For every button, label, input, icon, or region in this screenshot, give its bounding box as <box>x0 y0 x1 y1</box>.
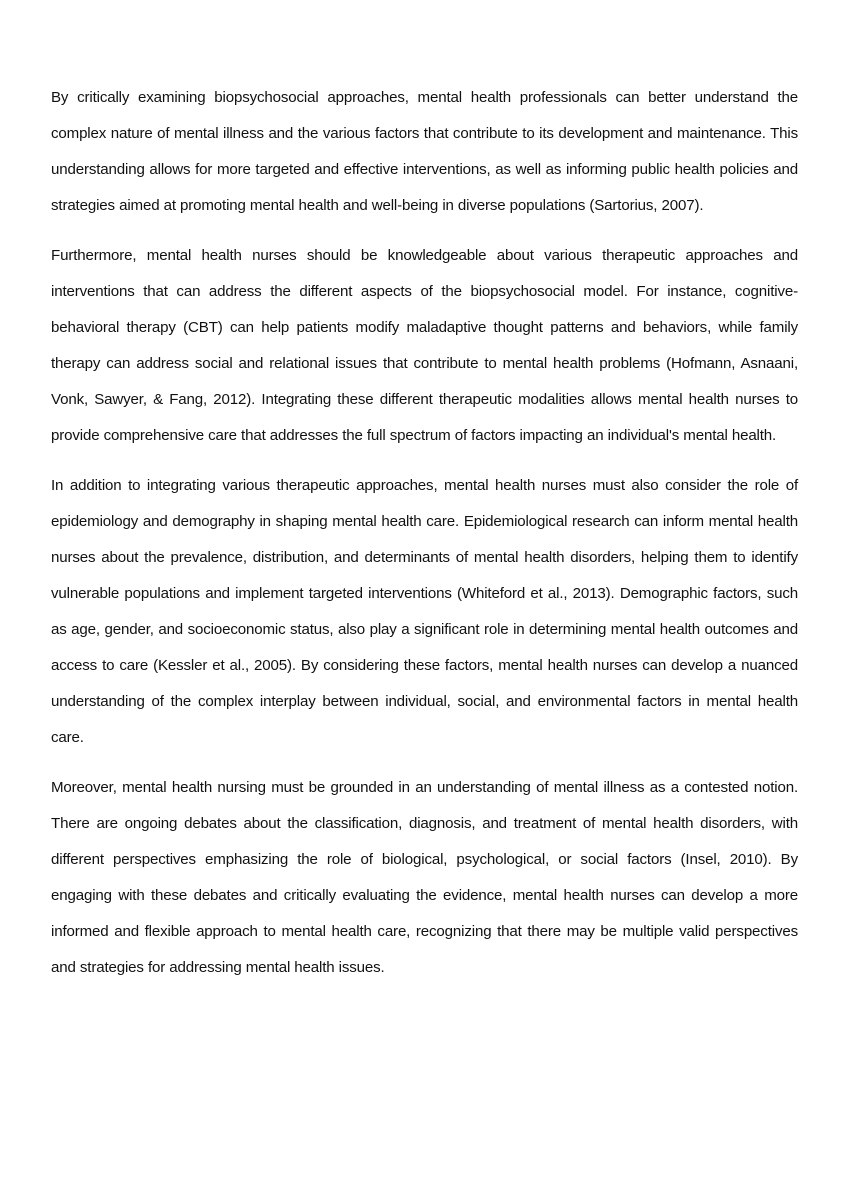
paragraph-therapeutic-approaches: Furthermore, mental health nurses should be knowledgeable about various therapeutic approaches and interventions that can address the different aspects of the biopsychosocial model. For instance, cognitive-behavioral therapy (CBT) can help patients modify maladaptive thought patterns and behaviors, while family therapy can address social and relational issues that contribute to mental health problems (Hofmann, Asnaani, Vonk, Sawyer, & Fang, 2012). Integrating these different therapeutic modalities allows mental health nurses to provide comprehensive care that addresses the full spectrum of factors impacting an individual's mental health. <box>51 247 798 444</box>
paragraph-biopsychosocial-approaches: By critically examining biopsychosocial approaches, mental health professionals can better understand the complex nature of mental illness and the various factors that contribute to its development and maintenance. This understanding allows for more targeted and effective interventions, as well as informing public health policies and strategies aimed at promoting mental health and well-being in diverse populations (Sartorius, 2007). <box>51 89 798 214</box>
paragraph-epidemiology-demography: In addition to integrating various therapeutic approaches, mental health nurses must also consider the role of epidemiology and demography in shaping mental health care. Epidemiological research can inform mental health nurses about the prevalence, distribution, and determinants of mental health disorders, helping them to identify vulnerable populations and implement targeted interventions (Whiteford et al., 2013). Demographic factors, such as age, gender, and socioeconomic status, also play a significant role in determining mental health outcomes and access to care (Kessler et al., 2005). By considering these factors, mental health nurses can develop a nuanced understanding of the complex interplay between individual, social, and environmental factors in mental health care. <box>51 477 798 746</box>
paragraph-contested-notion: Moreover, mental health nursing must be grounded in an understanding of mental illness as a contested notion. There are ongoing debates about the classification, diagnosis, and treatment of mental health disorders, with different perspectives emphasizing the role of biological, psychological, or social factors (Insel, 2010). By engaging with these debates and critically evaluating the evidence, mental health nurses can develop a more informed and flexible approach to mental health care, recognizing that there may be multiple valid perspectives and strategies for addressing mental health issues. <box>51 779 798 976</box>
document-text-body <box>51 80 798 986</box>
